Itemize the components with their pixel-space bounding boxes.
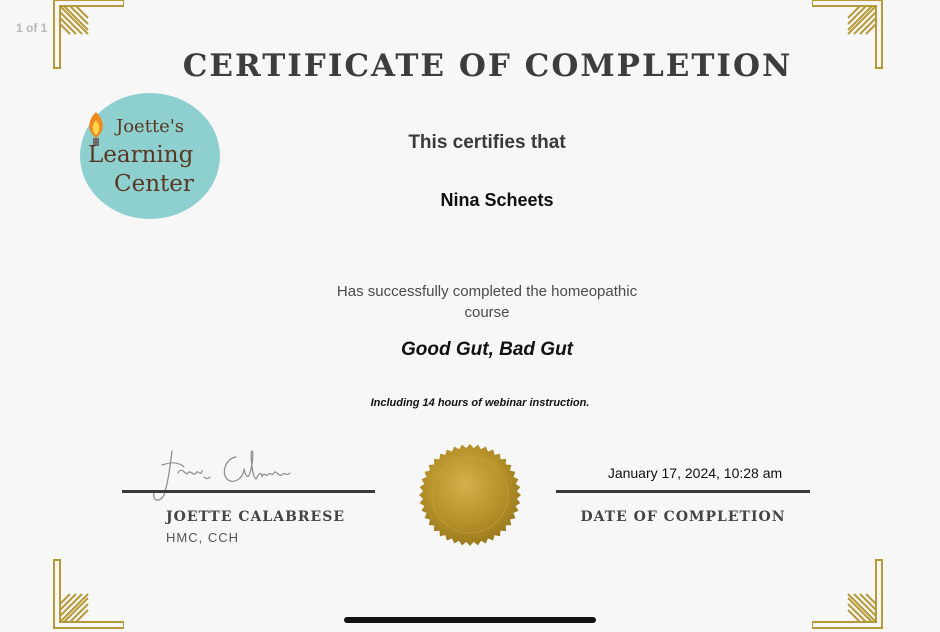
logo-line2: Learning <box>88 142 194 168</box>
corner-ornament-bottom-left <box>48 556 124 632</box>
signature-image <box>140 443 310 507</box>
learning-center-logo <box>78 92 222 222</box>
gold-seal-icon <box>418 443 522 547</box>
logo-line3: Center <box>114 171 194 197</box>
signature-line <box>122 490 375 493</box>
completion-date-value: January 17, 2024, 10:28 am <box>607 465 783 481</box>
course-intro <box>300 281 674 323</box>
certifies-text: This certifies that <box>408 132 566 153</box>
logo-line1: Joette's <box>116 116 185 137</box>
page-indicator: 1 of 1 <box>16 21 48 35</box>
home-indicator-bar[interactable] <box>344 617 596 623</box>
date-line <box>556 490 810 493</box>
date-of-completion-label: DATE OF COMPLETION <box>580 509 786 525</box>
signer-credentials: HMC, CCH <box>166 530 239 545</box>
recipient-name: Nina Scheets <box>440 190 554 210</box>
course-intro-line1: Has successfully completed the homeopathic <box>336 283 638 300</box>
including-text: Including 14 hours of webinar instruction. <box>370 397 590 409</box>
certificate-title: CERTIFICATE OF COMPLETION <box>182 48 793 84</box>
corner-ornament-bottom-right <box>812 556 888 632</box>
course-name: Good Gut, Bad Gut <box>400 339 574 360</box>
signer-name: JOETTE CALABRESE <box>166 509 346 525</box>
course-intro-line2: course <box>464 304 510 321</box>
